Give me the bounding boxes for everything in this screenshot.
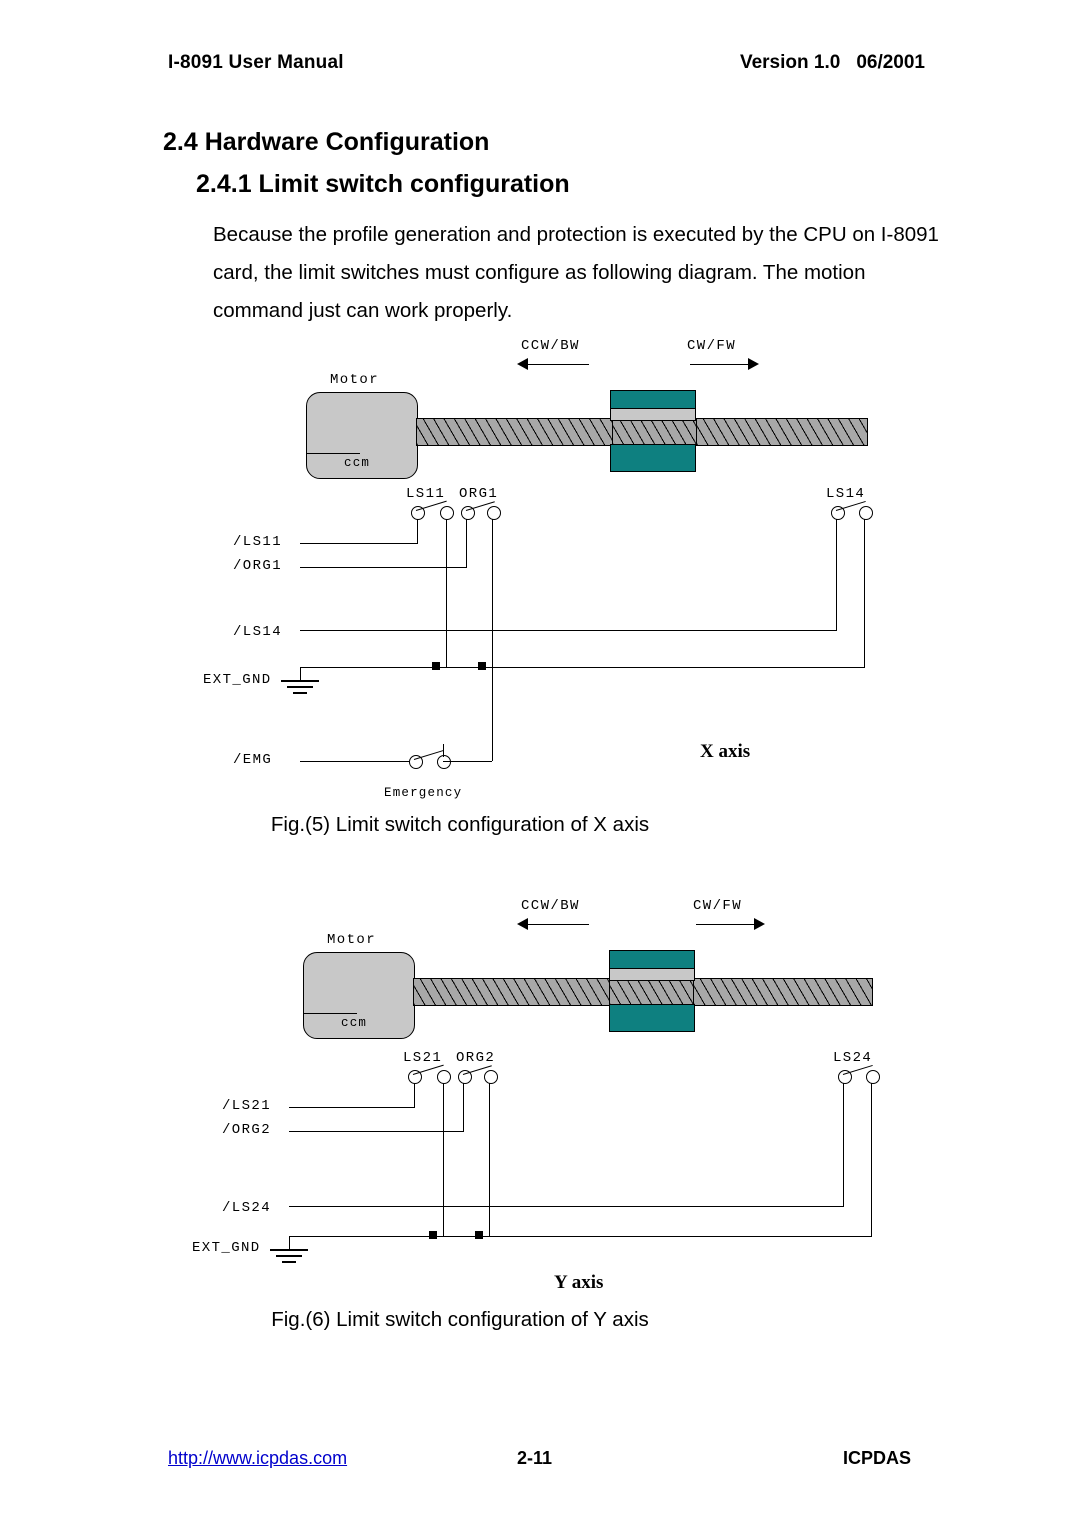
header-date-text: 06/2001 [856, 52, 925, 73]
terminal-label-ls21-y: /LS21 [222, 1098, 272, 1114]
footer-page-number: 2-11 [517, 1448, 553, 1468]
subsection-heading: 2.4.1 Limit switch configuration [196, 170, 570, 198]
section-heading: 2.4 Hardware Configuration [163, 128, 490, 156]
carriage-mid-y [609, 968, 695, 981]
ground-symbol-y-1 [270, 1249, 308, 1251]
footer-company: ICPDAS [843, 1448, 912, 1468]
lead-screw-right-y [693, 978, 873, 1006]
switch-terminal-ls14-b [859, 506, 873, 520]
terminal-label-org1-x: /ORG1 [233, 558, 283, 574]
switch-label-ls11: LS11 [406, 486, 446, 502]
terminal-label-org2-y: /ORG2 [222, 1122, 272, 1138]
junction-dot-y-2 [475, 1231, 483, 1239]
lead-screw-mid-x [612, 418, 698, 446]
motor-label-y: Motor [327, 932, 377, 948]
axis-label-y: Y axis [554, 1272, 604, 1293]
motor-sub-label-y: ccm [341, 1016, 368, 1030]
header-version-text: Version 1.0 [739, 52, 841, 73]
figure-caption-5: Fig.(5) Limit switch configuration of X axis [270, 813, 650, 836]
figure-y-axis [0, 560, 1080, 1320]
lead-screw-mid-y [609, 978, 695, 1006]
body-paragraph: Because the profile generation and protection is executed by the CPU on I-8091 card, the limit switches must configure as following diagram. The motion command just can work properly. [213, 223, 939, 322]
figure-caption-6: Fig.(6) Limit switch configuration of Y axis [271, 1308, 649, 1331]
carriage-bottom-y [609, 1004, 695, 1032]
switch-label-ls14: LS14 [826, 486, 866, 502]
switch-label-ls24: LS24 [833, 1050, 873, 1066]
direction-cw-label-y: CW/FW [693, 898, 743, 914]
switch-terminal-org2-b [484, 1070, 498, 1084]
motor-sub-label-x: ccm [344, 456, 371, 470]
ground-symbol-y-2 [276, 1255, 302, 1257]
switch-label-org1: ORG1 [459, 486, 499, 502]
junction-dot-y-1 [429, 1231, 437, 1239]
terminal-label-extgnd-x: EXT_GND [203, 672, 272, 688]
ground-symbol-y-3 [282, 1261, 296, 1263]
motor-label-x: Motor [330, 372, 380, 388]
switch-label-org2: ORG2 [456, 1050, 496, 1066]
terminal-label-ls14-x: /LS14 [233, 624, 283, 640]
header-manual-title: I-8091 User Manual [168, 52, 344, 73]
axis-label-x: X axis [700, 741, 751, 762]
terminal-label-emg-x: /EMG [233, 752, 273, 768]
lead-screw-left-x [416, 418, 614, 446]
switch-terminal-org1-b [487, 506, 501, 520]
direction-ccw-label-y: CCW/BW [521, 898, 580, 914]
switch-terminal-ls21-b [437, 1070, 451, 1084]
terminal-label-ls11-x: /LS11 [233, 534, 283, 550]
lead-screw-left-y [413, 978, 611, 1006]
switch-terminal-ls24-b [866, 1070, 880, 1084]
direction-cw-label-x: CW/FW [687, 338, 737, 354]
switch-terminal-ls11-b [440, 506, 454, 520]
lead-screw-right-x [696, 418, 868, 446]
carriage-bottom-x [610, 444, 696, 472]
terminal-label-ls24-y: /LS24 [222, 1200, 272, 1216]
carriage-mid-x [610, 408, 696, 421]
switch-label-ls21: LS21 [403, 1050, 443, 1066]
terminal-label-extgnd-y: EXT_GND [192, 1240, 261, 1256]
emergency-label-x: Emergency [384, 786, 463, 800]
footer-website-link[interactable]: http://www.icpdas.com [168, 1448, 348, 1468]
direction-ccw-label-x: CCW/BW [521, 338, 580, 354]
